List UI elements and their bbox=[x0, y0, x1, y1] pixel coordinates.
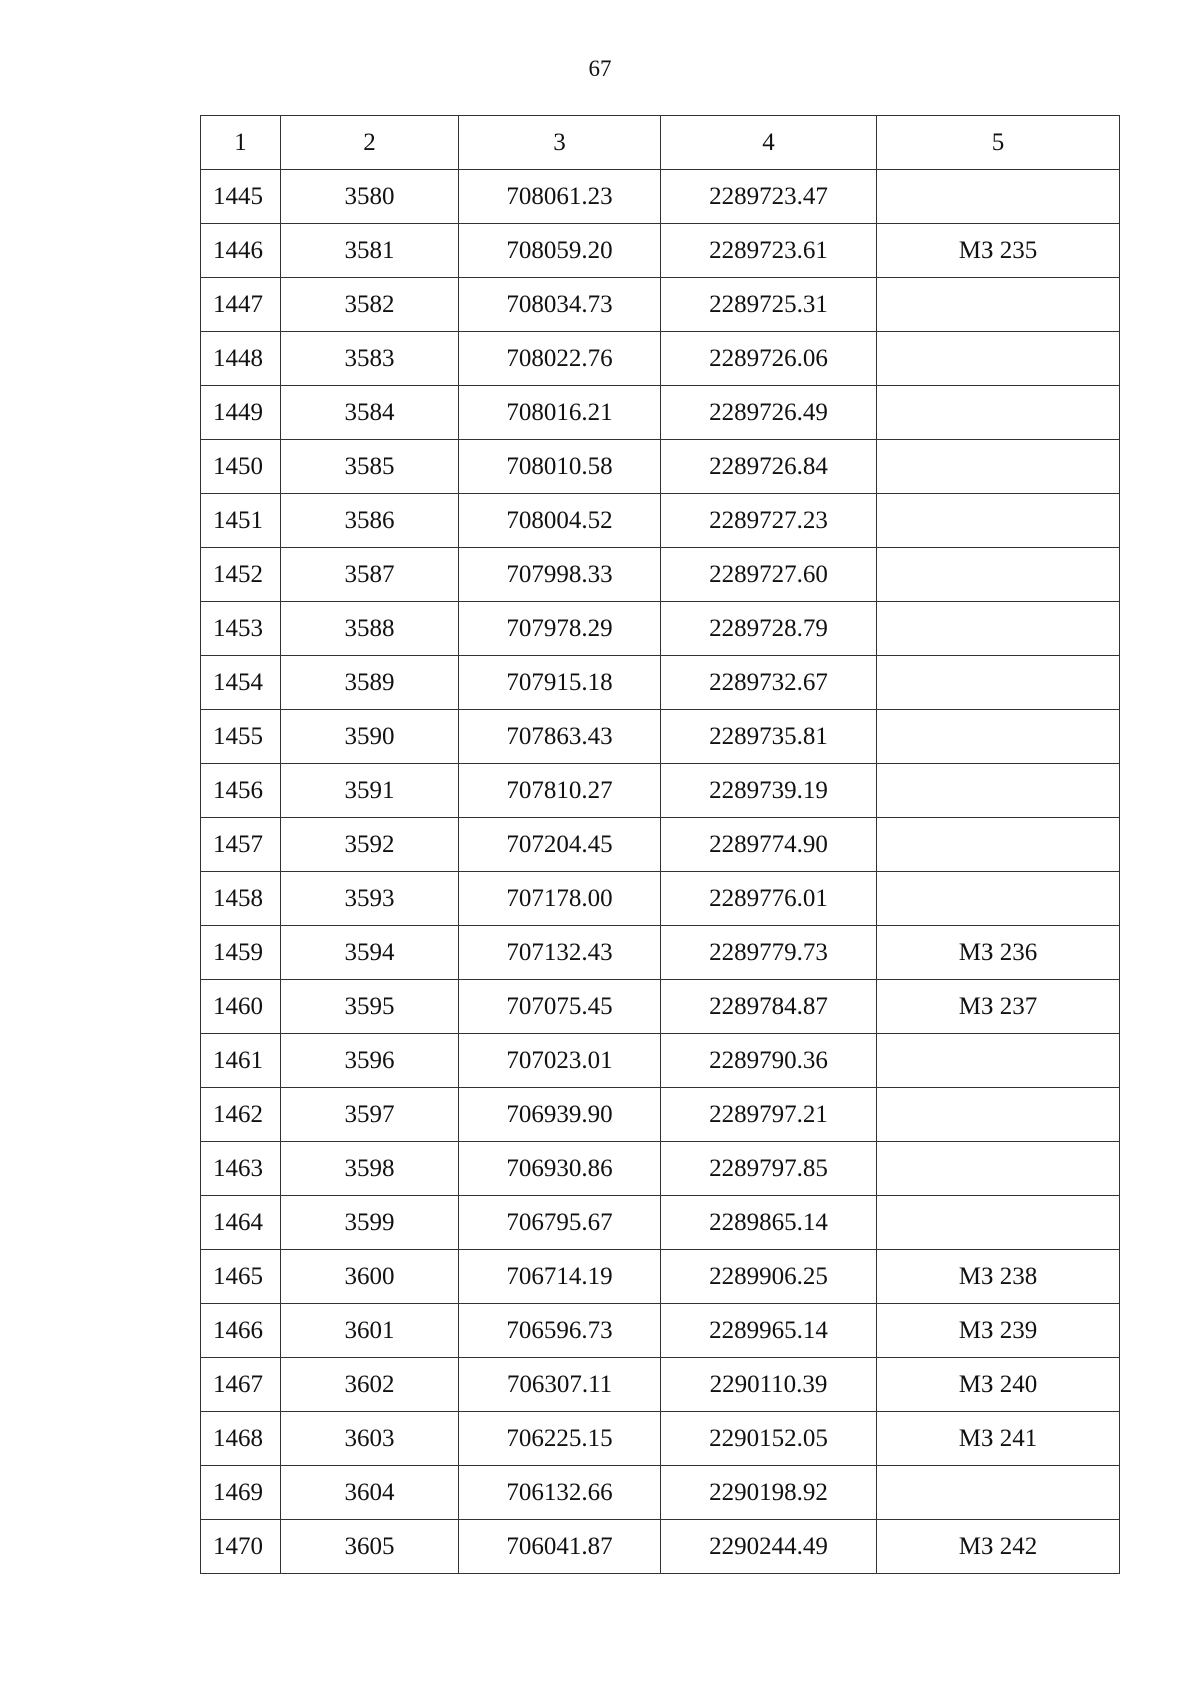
row-number-cell: 1448 bbox=[201, 332, 281, 386]
note-cell bbox=[877, 710, 1120, 764]
table-row bbox=[201, 1034, 1120, 1088]
table-row bbox=[201, 1466, 1120, 1520]
note-cell bbox=[877, 1196, 1120, 1250]
note-cell: МЗ 237 bbox=[877, 980, 1120, 1034]
x-coordinate-cell: 706041.87 bbox=[459, 1520, 661, 1574]
note-cell bbox=[877, 386, 1120, 440]
y-coordinate-cell: 2289784.87 bbox=[661, 980, 877, 1034]
y-coordinate-cell: 2289727.60 bbox=[661, 548, 877, 602]
y-coordinate-cell: 2289726.06 bbox=[661, 332, 877, 386]
point-number-cell: 3589 bbox=[281, 656, 459, 710]
column-header: 2 bbox=[281, 116, 459, 170]
y-coordinate-cell: 2289906.25 bbox=[661, 1250, 877, 1304]
x-coordinate-cell: 708034.73 bbox=[459, 278, 661, 332]
table-row bbox=[201, 440, 1120, 494]
note-cell bbox=[877, 872, 1120, 926]
table-row bbox=[201, 494, 1120, 548]
note-cell: МЗ 235 bbox=[877, 224, 1120, 278]
row-number-cell: 1467 bbox=[201, 1358, 281, 1412]
note-cell bbox=[877, 764, 1120, 818]
table-row bbox=[201, 818, 1120, 872]
note-cell bbox=[877, 1088, 1120, 1142]
x-coordinate-cell: 707132.43 bbox=[459, 926, 661, 980]
row-number-cell: 1460 bbox=[201, 980, 281, 1034]
row-number-cell: 1462 bbox=[201, 1088, 281, 1142]
row-number-cell: 1450 bbox=[201, 440, 281, 494]
x-coordinate-cell: 706795.67 bbox=[459, 1196, 661, 1250]
row-number-cell: 1464 bbox=[201, 1196, 281, 1250]
row-number-cell: 1452 bbox=[201, 548, 281, 602]
point-number-cell: 3593 bbox=[281, 872, 459, 926]
y-coordinate-cell: 2290110.39 bbox=[661, 1358, 877, 1412]
point-number-cell: 3599 bbox=[281, 1196, 459, 1250]
point-number-cell: 3595 bbox=[281, 980, 459, 1034]
table-row bbox=[201, 602, 1120, 656]
table-row bbox=[201, 926, 1120, 980]
row-number-cell: 1446 bbox=[201, 224, 281, 278]
x-coordinate-cell: 707178.00 bbox=[459, 872, 661, 926]
x-coordinate-cell: 706714.19 bbox=[459, 1250, 661, 1304]
point-number-cell: 3592 bbox=[281, 818, 459, 872]
row-number-cell: 1447 bbox=[201, 278, 281, 332]
coordinates-table bbox=[200, 115, 1120, 1574]
x-coordinate-cell: 707863.43 bbox=[459, 710, 661, 764]
row-number-cell: 1451 bbox=[201, 494, 281, 548]
row-number-cell: 1454 bbox=[201, 656, 281, 710]
y-coordinate-cell: 2289735.81 bbox=[661, 710, 877, 764]
table-row bbox=[201, 170, 1120, 224]
note-cell bbox=[877, 278, 1120, 332]
table-row bbox=[201, 1358, 1120, 1412]
table-row bbox=[201, 1412, 1120, 1466]
note-cell bbox=[877, 656, 1120, 710]
x-coordinate-cell: 707810.27 bbox=[459, 764, 661, 818]
point-number-cell: 3583 bbox=[281, 332, 459, 386]
note-cell: МЗ 242 bbox=[877, 1520, 1120, 1574]
column-header: 5 bbox=[877, 116, 1120, 170]
note-cell bbox=[877, 1142, 1120, 1196]
table-row bbox=[201, 278, 1120, 332]
row-number-cell: 1455 bbox=[201, 710, 281, 764]
point-number-cell: 3597 bbox=[281, 1088, 459, 1142]
x-coordinate-cell: 706930.86 bbox=[459, 1142, 661, 1196]
row-number-cell: 1457 bbox=[201, 818, 281, 872]
x-coordinate-cell: 707023.01 bbox=[459, 1034, 661, 1088]
y-coordinate-cell: 2289790.36 bbox=[661, 1034, 877, 1088]
table-row bbox=[201, 386, 1120, 440]
table-body bbox=[201, 170, 1120, 1574]
column-header: 4 bbox=[661, 116, 877, 170]
point-number-cell: 3580 bbox=[281, 170, 459, 224]
x-coordinate-cell: 707978.29 bbox=[459, 602, 661, 656]
y-coordinate-cell: 2289723.47 bbox=[661, 170, 877, 224]
x-coordinate-cell: 708004.52 bbox=[459, 494, 661, 548]
point-number-cell: 3584 bbox=[281, 386, 459, 440]
row-number-cell: 1456 bbox=[201, 764, 281, 818]
x-coordinate-cell: 707915.18 bbox=[459, 656, 661, 710]
row-number-cell: 1468 bbox=[201, 1412, 281, 1466]
x-coordinate-cell: 708010.58 bbox=[459, 440, 661, 494]
row-number-cell: 1458 bbox=[201, 872, 281, 926]
x-coordinate-cell: 706225.15 bbox=[459, 1412, 661, 1466]
table-row bbox=[201, 332, 1120, 386]
table-row bbox=[201, 872, 1120, 926]
table-row bbox=[201, 1520, 1120, 1574]
note-cell bbox=[877, 602, 1120, 656]
y-coordinate-cell: 2289732.67 bbox=[661, 656, 877, 710]
table-row bbox=[201, 980, 1120, 1034]
x-coordinate-cell: 708022.76 bbox=[459, 332, 661, 386]
y-coordinate-cell: 2290198.92 bbox=[661, 1466, 877, 1520]
x-coordinate-cell: 706596.73 bbox=[459, 1304, 661, 1358]
y-coordinate-cell: 2289776.01 bbox=[661, 872, 877, 926]
point-number-cell: 3582 bbox=[281, 278, 459, 332]
note-cell bbox=[877, 494, 1120, 548]
row-number-cell: 1469 bbox=[201, 1466, 281, 1520]
x-coordinate-cell: 706307.11 bbox=[459, 1358, 661, 1412]
table-row bbox=[201, 224, 1120, 278]
point-number-cell: 3590 bbox=[281, 710, 459, 764]
table-row bbox=[201, 1088, 1120, 1142]
x-coordinate-cell: 708061.23 bbox=[459, 170, 661, 224]
table-row bbox=[201, 656, 1120, 710]
y-coordinate-cell: 2289774.90 bbox=[661, 818, 877, 872]
table-row bbox=[201, 548, 1120, 602]
point-number-cell: 3604 bbox=[281, 1466, 459, 1520]
note-cell bbox=[877, 1034, 1120, 1088]
x-coordinate-cell: 706939.90 bbox=[459, 1088, 661, 1142]
note-cell bbox=[877, 440, 1120, 494]
row-number-cell: 1465 bbox=[201, 1250, 281, 1304]
row-number-cell: 1461 bbox=[201, 1034, 281, 1088]
y-coordinate-cell: 2290152.05 bbox=[661, 1412, 877, 1466]
point-number-cell: 3601 bbox=[281, 1304, 459, 1358]
x-coordinate-cell: 708059.20 bbox=[459, 224, 661, 278]
point-number-cell: 3591 bbox=[281, 764, 459, 818]
y-coordinate-cell: 2289726.84 bbox=[661, 440, 877, 494]
column-header: 3 bbox=[459, 116, 661, 170]
note-cell bbox=[877, 1466, 1120, 1520]
y-coordinate-cell: 2289965.14 bbox=[661, 1304, 877, 1358]
table-row bbox=[201, 1142, 1120, 1196]
point-number-cell: 3605 bbox=[281, 1520, 459, 1574]
point-number-cell: 3596 bbox=[281, 1034, 459, 1088]
column-header: 1 bbox=[201, 116, 281, 170]
y-coordinate-cell: 2289727.23 bbox=[661, 494, 877, 548]
x-coordinate-cell: 707075.45 bbox=[459, 980, 661, 1034]
note-cell bbox=[877, 818, 1120, 872]
point-number-cell: 3586 bbox=[281, 494, 459, 548]
table-row bbox=[201, 710, 1120, 764]
point-number-cell: 3600 bbox=[281, 1250, 459, 1304]
row-number-cell: 1470 bbox=[201, 1520, 281, 1574]
table-row bbox=[201, 1250, 1120, 1304]
point-number-cell: 3581 bbox=[281, 224, 459, 278]
y-coordinate-cell: 2289723.61 bbox=[661, 224, 877, 278]
row-number-cell: 1459 bbox=[201, 926, 281, 980]
x-coordinate-cell: 708016.21 bbox=[459, 386, 661, 440]
note-cell bbox=[877, 332, 1120, 386]
note-cell: МЗ 240 bbox=[877, 1358, 1120, 1412]
note-cell: МЗ 236 bbox=[877, 926, 1120, 980]
point-number-cell: 3603 bbox=[281, 1412, 459, 1466]
y-coordinate-cell: 2289726.49 bbox=[661, 386, 877, 440]
point-number-cell: 3585 bbox=[281, 440, 459, 494]
note-cell bbox=[877, 548, 1120, 602]
point-number-cell: 3594 bbox=[281, 926, 459, 980]
table-row bbox=[201, 1304, 1120, 1358]
note-cell: МЗ 238 bbox=[877, 1250, 1120, 1304]
y-coordinate-cell: 2289725.31 bbox=[661, 278, 877, 332]
y-coordinate-cell: 2290244.49 bbox=[661, 1520, 877, 1574]
y-coordinate-cell: 2289779.73 bbox=[661, 926, 877, 980]
table-header-row bbox=[201, 116, 1120, 170]
row-number-cell: 1466 bbox=[201, 1304, 281, 1358]
x-coordinate-cell: 706132.66 bbox=[459, 1466, 661, 1520]
y-coordinate-cell: 2289797.21 bbox=[661, 1088, 877, 1142]
y-coordinate-cell: 2289797.85 bbox=[661, 1142, 877, 1196]
note-cell bbox=[877, 170, 1120, 224]
y-coordinate-cell: 2289865.14 bbox=[661, 1196, 877, 1250]
row-number-cell: 1463 bbox=[201, 1142, 281, 1196]
y-coordinate-cell: 2289728.79 bbox=[661, 602, 877, 656]
table-row bbox=[201, 1196, 1120, 1250]
row-number-cell: 1445 bbox=[201, 170, 281, 224]
note-cell: МЗ 239 bbox=[877, 1304, 1120, 1358]
row-number-cell: 1453 bbox=[201, 602, 281, 656]
point-number-cell: 3602 bbox=[281, 1358, 459, 1412]
point-number-cell: 3588 bbox=[281, 602, 459, 656]
point-number-cell: 3587 bbox=[281, 548, 459, 602]
y-coordinate-cell: 2289739.19 bbox=[661, 764, 877, 818]
x-coordinate-cell: 707204.45 bbox=[459, 818, 661, 872]
point-number-cell: 3598 bbox=[281, 1142, 459, 1196]
table-row bbox=[201, 764, 1120, 818]
page-number: 67 bbox=[588, 56, 612, 81]
x-coordinate-cell: 707998.33 bbox=[459, 548, 661, 602]
note-cell: МЗ 241 bbox=[877, 1412, 1120, 1466]
row-number-cell: 1449 bbox=[201, 386, 281, 440]
